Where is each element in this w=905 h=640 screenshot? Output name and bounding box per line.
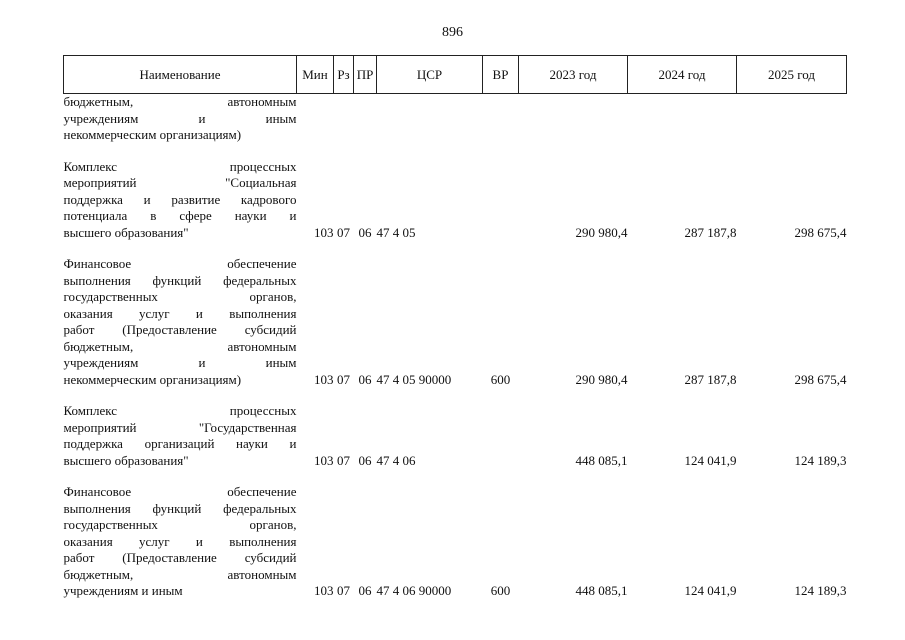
cell-csr: 47 4 05 (376, 224, 416, 240)
cell-min: 103 (314, 452, 334, 468)
cell-pr: 06 (358, 224, 372, 240)
name-line: мероприятий "Государственная (63, 419, 297, 435)
cell-rz: 07 (337, 583, 350, 598)
row-spacer (64, 144, 847, 159)
name-line: высшего образования" (63, 452, 189, 468)
header-vr: ВР (483, 56, 519, 94)
cell-rz: 07 (337, 371, 350, 387)
header-2023: 2023 год (519, 56, 628, 94)
cell-2023 (519, 94, 628, 144)
cell-2024 (628, 94, 737, 144)
cell-name (64, 159, 297, 242)
spacer-cell (64, 388, 847, 403)
table-body (64, 94, 847, 600)
name-line: потенциала в сфере науки и (63, 208, 297, 223)
cell-2025: 124 189,3 (794, 583, 847, 598)
cell-vr: 600 (490, 583, 511, 598)
cell-vr (483, 94, 519, 144)
cell-name (64, 484, 297, 600)
row-spacer (64, 469, 847, 484)
name-line: поддержка организаций науки и (63, 436, 297, 451)
cell-vr (483, 403, 519, 469)
name-line: Финансовое обеспечение (63, 484, 297, 499)
cell-min: 103 (314, 583, 334, 598)
header-2024: 2024 год (628, 56, 737, 94)
table-row (64, 94, 847, 144)
cell-2025: 124 189,3 (794, 452, 847, 468)
cell-2023: 290 980,4 (575, 224, 628, 240)
budget-table (63, 55, 847, 600)
cell-2024: 287 187,8 (684, 224, 737, 240)
name-line: выполнения функций федеральных (63, 500, 297, 516)
cell-rz: 07 (337, 452, 350, 468)
cell-pr: 06 (358, 583, 372, 598)
cell-csr (377, 94, 483, 144)
table-row (64, 256, 847, 388)
header-min: Мин (297, 56, 334, 94)
spacer-cell (64, 241, 847, 256)
cell-2024: 287 187,8 (684, 371, 737, 387)
name-line: оказания услуг и выполнения (63, 305, 297, 321)
cell-csr: 47 4 06 90000 (376, 583, 452, 598)
row-spacer (64, 241, 847, 256)
name-line: государственных органов, (63, 517, 297, 532)
cell-2025: 298 675,4 (794, 224, 847, 240)
name-line: учреждениям и иным (63, 583, 183, 598)
name-line: мероприятий "Социальная (63, 175, 297, 190)
name-line: государственных органов, (63, 289, 297, 304)
cell-csr: 47 4 06 (376, 452, 416, 468)
header-pr: ПР (354, 56, 377, 94)
name-line: некоммерческим организациям) (63, 127, 242, 142)
name-line: учреждениям и иным (63, 355, 297, 370)
header-rz: Рз (334, 56, 354, 94)
cell-2023: 448 085,1 (575, 452, 628, 468)
cell-rz: 07 (337, 224, 350, 240)
header-name: Наименование (64, 56, 297, 94)
cell-2024: 124 041,9 (684, 452, 737, 468)
name-line: бюджетным, автономным (63, 94, 297, 109)
cell-2023: 290 980,4 (575, 371, 628, 387)
name-line: учреждениям и иным (63, 110, 297, 126)
name-line: некоммерческим организациям) (63, 371, 242, 387)
cell-csr: 47 4 05 90000 (376, 371, 452, 387)
cell-vr (483, 159, 519, 242)
page-number: 896 (442, 25, 463, 40)
cell-pr: 06 (358, 371, 372, 387)
spacer-cell (64, 469, 847, 484)
header-csr: ЦСР (377, 56, 483, 94)
cell-2025: 298 675,4 (794, 371, 847, 387)
cell-name (64, 256, 297, 388)
name-line: оказания услуг и выполнения (63, 533, 297, 549)
table-row (64, 159, 847, 242)
row-spacer (64, 388, 847, 403)
cell-name (64, 94, 297, 144)
name-line: бюджетным, автономным (63, 338, 297, 354)
cell-min: 103 (314, 371, 334, 387)
table-header-row (64, 56, 847, 94)
name-line: Комплекс процессных (63, 403, 297, 418)
name-line: работ (Предоставление субсидий (63, 550, 297, 565)
cell-pr: 06 (358, 452, 372, 468)
header-2025: 2025 год (737, 56, 847, 94)
name-line: выполнения функций федеральных (63, 272, 297, 288)
cell-rz (334, 94, 354, 144)
cell-2023: 448 085,1 (575, 583, 628, 598)
cell-pr (354, 94, 377, 144)
spacer-cell (64, 144, 847, 159)
name-line: поддержка и развитие кадрового (63, 191, 297, 207)
cell-2025 (737, 94, 847, 144)
cell-min (297, 94, 334, 144)
cell-name (64, 403, 297, 469)
cell-vr: 600 (490, 371, 511, 387)
table-row (64, 403, 847, 469)
name-line: Комплекс процессных (63, 158, 297, 174)
table-row (64, 484, 847, 600)
name-line: высшего образования" (63, 224, 189, 240)
name-line: бюджетным, автономным (63, 566, 297, 582)
cell-min: 103 (314, 224, 334, 240)
name-line: работ (Предоставление субсидий (63, 322, 297, 337)
name-line: Финансовое обеспечение (63, 256, 297, 271)
cell-2024: 124 041,9 (684, 583, 737, 598)
